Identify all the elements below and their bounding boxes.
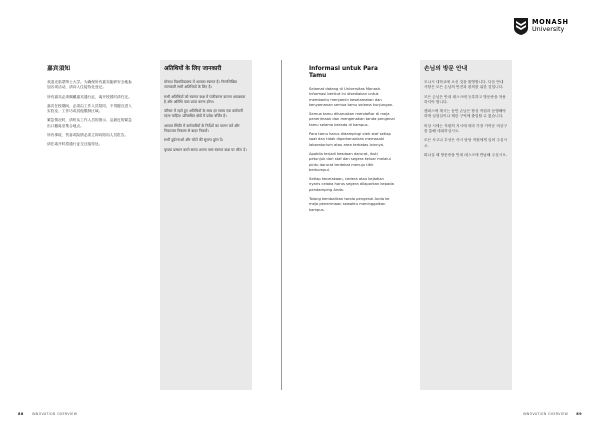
column-chinese: [45, 60, 135, 390]
column-title: अतिथियों के लिए जानकारी: [164, 66, 222, 72]
paragraph: Selamat datang di Universitas Monash. Informasi berikut ini disediakan untuk membantu menjamin keselamatan dan kenyamanan semua tamu selama kunjungan.: [309, 87, 394, 107]
monash-shield-icon: [514, 18, 528, 35]
paragraph: 모나시 대학교에 오신 것을 환영합니다. 다음 안내 사항은 모든 손님의 안전과 편의를 위한 것입니다.: [424, 80, 504, 90]
paragraph: परिसर में रहते हुए अतिथियों के साथ हर समय एक कर्मचारी रहना चाहिए। प्रतिबंधित क्षेत्रों में प्रवेश वर्जित है।: [164, 109, 243, 119]
logo-subtitle: University: [532, 25, 565, 34]
footer-label-right: INNOVATION OVERVIEW: [522, 412, 569, 416]
column-indonesian: [307, 60, 397, 390]
paragraph: Semua tamu diharuskan mendaftar di meja penerimaan dan mengenakan tanda pengenal tamu selama berada di kampus.: [309, 112, 395, 127]
page-number-right: 89: [576, 412, 582, 416]
paragraph: 嘉宾在校期间，必须由工作人员陪同，不得擅自进入实验室、工作坊或其他限制区域。: [47, 103, 132, 114]
footer-label-left: INNOVATION OVERVIEW: [31, 412, 78, 416]
page-number-left: 88: [18, 412, 24, 416]
paragraph: आपात स्थिति में कर्मचारियों के निर्देशों का पालन करें और निकटतम निकास से बाहर निकलें।: [164, 123, 240, 134]
monash-university-logo: [514, 18, 569, 35]
paragraph: 캠퍼스에 계시는 동안 손님은 항상 직원과 동행해야 하며 실험실이나 제한 구역에 출입할 수 없습니다.: [424, 109, 506, 119]
paragraph: 비상 시에는 직원의 지시에 따라 가장 가까운 비상구를 통해 대피하십시오.: [424, 123, 508, 134]
paragraph: Setiap kecelakaan, cedera atau kejadian nyaris celaka harus segera dilaporkan kepada pendamping Anda.: [309, 177, 394, 192]
paragraph: मोनाश विश्वविद्यालय में आपका स्वागत है। निम्नलिखित जानकारी सभी अतिथियों के लिए है।: [164, 80, 237, 90]
paragraph: 모든 손님은 안내 데스크에 등록하고 방문증을 착용하셔야 합니다.: [424, 94, 506, 104]
paragraph: 欢迎光临蒙纳士大学。为确保所有嘉宾能够安全地参加各项活动，请向入住接待处登记。: [47, 80, 132, 90]
column-title: 嘉宾須知: [47, 66, 71, 72]
footer-left: [18, 412, 77, 416]
paragraph: 所有嘉宾必须佩戴嘉宾通行证，离开校园时请归还。: [47, 94, 132, 99]
paragraph: Apabila terjadi keadaan darurat, ikuti petunjuk dari staf dan segera keluar melalui pintu darurat terdekat menuju titik berkumpul.: [309, 151, 391, 172]
paragraph: Tolong kembalikan tanda pengenal Anda ke meja penerimaan sewaktu meninggalkan kampus.: [309, 197, 390, 212]
paragraph: Para tamu harus didampingi oleh staf setiap saat dan tidak diperkenankan memasuki laboratorium atau area terbatas lainnya.: [309, 132, 391, 147]
column-divider: [281, 60, 282, 390]
column-title: Informasi untuk Para Tamu: [309, 66, 378, 79]
paragraph: सभी दुर्घटनाओं और चोटों की सूचना तुरंत दें।: [164, 138, 224, 143]
paragraph: कृपया प्रस्थान करते समय अपना पास स्वागत कक्ष पर लौटा दें।: [164, 147, 247, 152]
paragraph: 모든 사고나 부상은 즉시 담당 직원에게 알려 주십시오.: [424, 138, 508, 148]
logo-name: MONASH: [532, 18, 569, 27]
paragraph: 所有事故、伤害或险情必须立即向陪同人员报告。: [47, 133, 129, 138]
column-korean: [420, 60, 512, 390]
paragraph: 请在离开时将通行证交还接待处。: [47, 142, 103, 147]
paragraph: सभी अतिथियों को स्वागत कक्ष में पंजीकरण कराना आवश्यक है और अतिथि पास प्राप्त करना होगा।: [164, 94, 246, 104]
paragraph: 紧急情况时，请听从工作人员的指示，沿最近的紧急出口撤离至集合地点。: [47, 118, 132, 128]
column-hindi: [160, 60, 252, 390]
paragraph: 떠나실 때 방문증을 안내 데스크에 반납해 주십시오.: [424, 152, 508, 157]
footer-right: [523, 412, 582, 416]
column-title: 손님의 방문 안내: [424, 66, 468, 72]
